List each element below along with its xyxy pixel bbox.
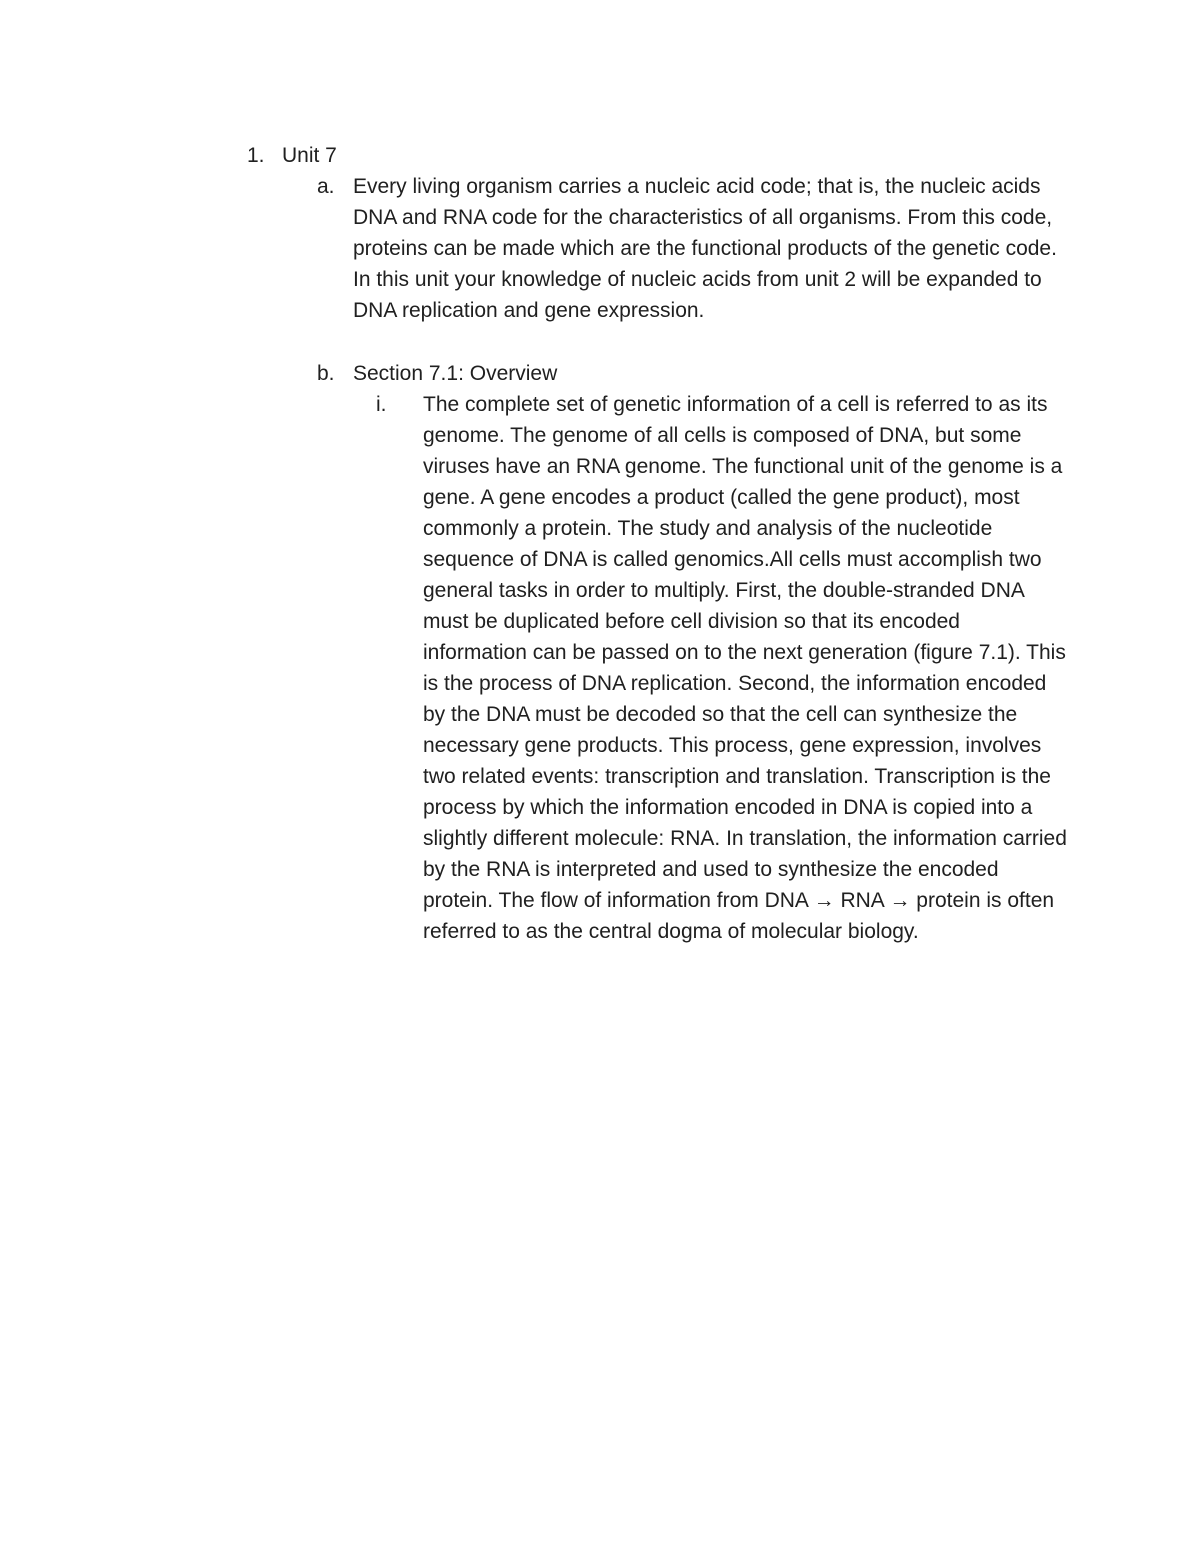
- intro-paragraph: Every living organism carries a nucleic acid code; that is, the nucleic acids DNA and RNA code for the characteristics of all organisms. From this code, proteins can be made which are the functional products of the genetic code. In this unit your knowledge of nucleic acids from unit 2 will be expanded to DNA replication and gene expression.: [353, 175, 1057, 322]
- list-marker: 1.: [247, 144, 265, 167]
- list-marker: b.: [317, 362, 335, 385]
- unit-heading: Unit 7: [282, 144, 337, 167]
- list-marker: a.: [317, 175, 335, 198]
- list-item-section: [317, 358, 1065, 389]
- overview-paragraph: The complete set of genetic information of a cell is referred to as its genome. The genome of all cells is composed of DNA, but some viruses have an RNA genome. The functional unit of the genome is a gene. A gene encodes a product (called the gene product), most commonly a protein. The study and analysis of the nucleotide sequence of DNA is called genomics.All cells must accomplish two general tasks in order to multiply. First, the double-stranded DNA must be duplicated before cell division so that its encoded information can be passed on to the next generation (figure 7.1). This is the process of DNA replication. Second, the information encoded by the DNA must be decoded so that the cell can synthesize the necessary gene products. This process, gene expression, involves two related events: transcription and translation. Transcription is the process by which the information encoded in DNA is copied into a slightly different molecule: RNA. In translation, the information carried by the RNA is interpreted and used to synthesize the encoded protein. The flow of information from DNA → RNA → protein is often referred to as the central dogma of molecular biology.: [423, 393, 1067, 943]
- list-item-intro: [317, 171, 1065, 326]
- list-item-overview: [376, 389, 1067, 947]
- section-heading: Section 7.1: Overview: [353, 362, 558, 385]
- list-item-unit: [247, 140, 482, 171]
- list-marker: i.: [376, 393, 387, 416]
